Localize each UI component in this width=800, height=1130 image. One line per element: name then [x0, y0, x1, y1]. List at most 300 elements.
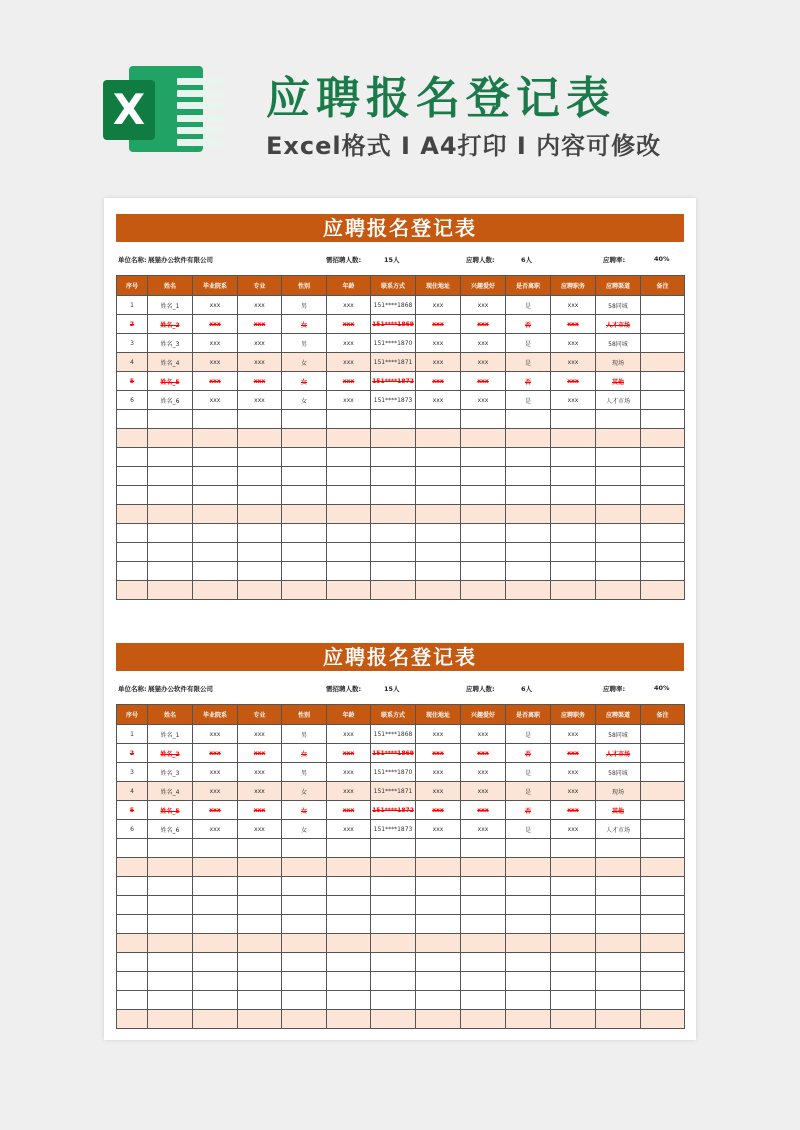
table-cell[interactable] — [551, 1010, 596, 1029]
table-cell[interactable] — [461, 581, 506, 600]
table-cell[interactable]: 女 — [282, 372, 327, 391]
table-cell[interactable] — [238, 581, 282, 600]
table-cell[interactable] — [371, 429, 416, 448]
table-cell[interactable]: xxx — [551, 820, 596, 839]
table-cell[interactable]: 姓名_4 — [148, 353, 193, 372]
table-cell[interactable] — [461, 410, 506, 429]
table-cell[interactable] — [641, 391, 685, 410]
table-cell[interactable] — [282, 543, 327, 562]
table-cell[interactable]: 否 — [506, 315, 551, 334]
table-cell[interactable] — [282, 896, 327, 915]
table-cell[interactable] — [596, 448, 641, 467]
table-cell[interactable] — [641, 820, 685, 839]
table-cell[interactable] — [193, 429, 238, 448]
table-cell[interactable]: xxx — [327, 725, 371, 744]
table-cell[interactable] — [596, 839, 641, 858]
table-cell[interactable] — [641, 353, 685, 372]
table-cell[interactable] — [148, 524, 193, 543]
table-cell[interactable] — [371, 486, 416, 505]
table-cell[interactable] — [596, 524, 641, 543]
table-cell[interactable] — [282, 991, 327, 1010]
table-cell[interactable]: 女 — [282, 744, 327, 763]
table-cell[interactable] — [416, 858, 461, 877]
table-cell[interactable] — [506, 858, 551, 877]
table-cell[interactable] — [117, 486, 148, 505]
table-cell[interactable] — [282, 448, 327, 467]
table-cell[interactable]: 女 — [282, 782, 327, 801]
table-cell[interactable] — [641, 334, 685, 353]
table-cell[interactable] — [416, 953, 461, 972]
table-cell[interactable] — [282, 505, 327, 524]
table-cell[interactable] — [416, 505, 461, 524]
table-cell[interactable] — [238, 486, 282, 505]
table-cell[interactable]: xxx — [461, 372, 506, 391]
table-cell[interactable]: 姓名_5 — [148, 372, 193, 391]
table-cell[interactable]: 是 — [506, 353, 551, 372]
table-cell[interactable] — [461, 896, 506, 915]
table-cell[interactable]: 姓名_6 — [148, 391, 193, 410]
table-cell[interactable] — [327, 1010, 371, 1029]
table-cell[interactable]: xxx — [551, 315, 596, 334]
table-cell[interactable] — [416, 410, 461, 429]
table-cell[interactable] — [238, 543, 282, 562]
table-cell[interactable] — [238, 524, 282, 543]
table-cell[interactable] — [117, 858, 148, 877]
table-cell[interactable]: xxx — [238, 391, 282, 410]
table-cell[interactable]: xxx — [461, 801, 506, 820]
table-cell[interactable] — [416, 448, 461, 467]
table-cell[interactable] — [461, 1010, 506, 1029]
table-cell[interactable]: 151****1870 — [371, 763, 416, 782]
table-cell[interactable] — [371, 467, 416, 486]
table-cell[interactable]: xxx — [327, 801, 371, 820]
table-cell[interactable]: xxx — [193, 820, 238, 839]
table-cell[interactable] — [641, 877, 685, 896]
table-cell[interactable]: 3 — [117, 334, 148, 353]
table-cell[interactable] — [148, 934, 193, 953]
table-cell[interactable] — [596, 410, 641, 429]
table-cell[interactable]: 女 — [282, 315, 327, 334]
table-cell[interactable] — [641, 991, 685, 1010]
table-cell[interactable]: xxx — [193, 763, 238, 782]
table-cell[interactable] — [327, 410, 371, 429]
table-cell[interactable] — [238, 1010, 282, 1029]
table-cell[interactable]: xxx — [551, 353, 596, 372]
table-cell[interactable] — [193, 410, 238, 429]
table-cell[interactable]: xxx — [327, 782, 371, 801]
table-cell[interactable]: 姓名_3 — [148, 763, 193, 782]
table-cell[interactable] — [371, 991, 416, 1010]
table-cell[interactable] — [641, 934, 685, 953]
table-cell[interactable]: xxx — [193, 725, 238, 744]
table-cell[interactable]: 是 — [506, 296, 551, 315]
table-cell[interactable]: xxx — [327, 296, 371, 315]
table-cell[interactable] — [461, 543, 506, 562]
table-cell[interactable]: 否 — [506, 372, 551, 391]
table-cell[interactable] — [596, 429, 641, 448]
table-cell[interactable] — [238, 915, 282, 934]
table-cell[interactable]: xxx — [327, 372, 371, 391]
table-cell[interactable] — [506, 410, 551, 429]
table-cell[interactable] — [117, 429, 148, 448]
table-cell[interactable]: 151****1873 — [371, 820, 416, 839]
table-cell[interactable]: 是 — [506, 334, 551, 353]
table-cell[interactable]: 151****1868 — [371, 725, 416, 744]
table-cell[interactable] — [148, 581, 193, 600]
table-cell[interactable]: 2 — [117, 315, 148, 334]
table-cell[interactable] — [327, 896, 371, 915]
table-cell[interactable]: xxx — [551, 296, 596, 315]
table-cell[interactable] — [282, 915, 327, 934]
table-cell[interactable] — [551, 915, 596, 934]
table-cell[interactable]: xxx — [193, 296, 238, 315]
table-cell[interactable] — [551, 448, 596, 467]
table-cell[interactable] — [506, 524, 551, 543]
table-cell[interactable] — [238, 991, 282, 1010]
table-cell[interactable] — [596, 991, 641, 1010]
table-cell[interactable] — [148, 1010, 193, 1029]
table-cell[interactable]: 男 — [282, 334, 327, 353]
table-cell[interactable] — [193, 953, 238, 972]
table-cell[interactable]: xxx — [461, 334, 506, 353]
table-cell[interactable] — [282, 429, 327, 448]
table-cell[interactable] — [461, 505, 506, 524]
table-cell[interactable] — [327, 915, 371, 934]
table-cell[interactable]: xxx — [416, 315, 461, 334]
table-cell[interactable]: xxx — [551, 801, 596, 820]
table-cell[interactable] — [238, 934, 282, 953]
table-cell[interactable] — [461, 953, 506, 972]
table-cell[interactable] — [148, 896, 193, 915]
table-cell[interactable]: 姓名_1 — [148, 725, 193, 744]
table-cell[interactable] — [327, 839, 371, 858]
table-cell[interactable] — [117, 467, 148, 486]
table-cell[interactable] — [371, 877, 416, 896]
table-cell[interactable] — [551, 839, 596, 858]
table-cell[interactable] — [416, 896, 461, 915]
table-cell[interactable] — [506, 953, 551, 972]
table-cell[interactable] — [551, 562, 596, 581]
table-cell[interactable] — [193, 839, 238, 858]
table-cell[interactable]: xxx — [327, 763, 371, 782]
table-cell[interactable]: 6 — [117, 391, 148, 410]
table-cell[interactable] — [641, 763, 685, 782]
table-cell[interactable] — [551, 858, 596, 877]
table-cell[interactable]: 其他 — [596, 801, 641, 820]
table-cell[interactable] — [327, 467, 371, 486]
table-cell[interactable] — [596, 543, 641, 562]
table-cell[interactable] — [117, 505, 148, 524]
table-cell[interactable] — [641, 915, 685, 934]
table-cell[interactable] — [416, 877, 461, 896]
table-cell[interactable] — [596, 581, 641, 600]
table-cell[interactable] — [641, 801, 685, 820]
table-cell[interactable]: 是 — [506, 391, 551, 410]
table-cell[interactable]: 是 — [506, 763, 551, 782]
table-cell[interactable] — [416, 524, 461, 543]
table-cell[interactable] — [416, 1010, 461, 1029]
table-cell[interactable] — [416, 486, 461, 505]
table-cell[interactable]: 现场 — [596, 353, 641, 372]
table-cell[interactable]: 女 — [282, 801, 327, 820]
table-cell[interactable]: 6 — [117, 820, 148, 839]
table-cell[interactable] — [506, 877, 551, 896]
table-cell[interactable]: 女 — [282, 353, 327, 372]
table-cell[interactable] — [551, 581, 596, 600]
table-cell[interactable]: xxx — [193, 372, 238, 391]
table-cell[interactable] — [506, 486, 551, 505]
table-cell[interactable]: 姓名_6 — [148, 820, 193, 839]
table-cell[interactable] — [148, 972, 193, 991]
table-cell[interactable] — [596, 505, 641, 524]
table-cell[interactable] — [371, 915, 416, 934]
table-cell[interactable] — [641, 467, 685, 486]
table-cell[interactable] — [371, 543, 416, 562]
table-cell[interactable] — [461, 524, 506, 543]
table-cell[interactable] — [371, 839, 416, 858]
table-cell[interactable] — [371, 562, 416, 581]
table-cell[interactable] — [461, 839, 506, 858]
table-cell[interactable]: xxx — [416, 782, 461, 801]
table-cell[interactable] — [641, 410, 685, 429]
table-cell[interactable]: xxx — [327, 315, 371, 334]
table-cell[interactable]: xxx — [327, 334, 371, 353]
table-cell[interactable]: 58同城 — [596, 334, 641, 353]
table-cell[interactable] — [641, 486, 685, 505]
table-cell[interactable] — [506, 581, 551, 600]
table-cell[interactable] — [238, 839, 282, 858]
table-cell[interactable] — [117, 877, 148, 896]
table-cell[interactable] — [327, 543, 371, 562]
table-cell[interactable] — [193, 467, 238, 486]
table-cell[interactable]: xxx — [327, 391, 371, 410]
table-cell[interactable] — [238, 877, 282, 896]
table-cell[interactable]: 男 — [282, 725, 327, 744]
table-cell[interactable] — [117, 543, 148, 562]
table-cell[interactable] — [551, 467, 596, 486]
table-cell[interactable] — [551, 505, 596, 524]
table-cell[interactable]: xxx — [238, 744, 282, 763]
table-cell[interactable] — [371, 896, 416, 915]
table-cell[interactable] — [461, 934, 506, 953]
table-cell[interactable] — [641, 744, 685, 763]
table-cell[interactable]: xxx — [461, 296, 506, 315]
table-cell[interactable]: xxx — [416, 763, 461, 782]
table-cell[interactable]: 是 — [506, 820, 551, 839]
table-cell[interactable] — [117, 934, 148, 953]
table-cell[interactable] — [148, 505, 193, 524]
table-cell[interactable]: 2 — [117, 744, 148, 763]
table-cell[interactable] — [506, 448, 551, 467]
table-cell[interactable]: xxx — [193, 315, 238, 334]
table-cell[interactable] — [551, 486, 596, 505]
table-cell[interactable] — [596, 467, 641, 486]
table-cell[interactable] — [238, 467, 282, 486]
table-cell[interactable]: 5 — [117, 801, 148, 820]
table-cell[interactable] — [551, 991, 596, 1010]
table-cell[interactable]: xxx — [551, 782, 596, 801]
table-cell[interactable] — [117, 915, 148, 934]
table-cell[interactable]: 151****1869 — [371, 744, 416, 763]
table-cell[interactable] — [506, 991, 551, 1010]
table-cell[interactable] — [461, 972, 506, 991]
table-cell[interactable]: xxx — [193, 782, 238, 801]
table-cell[interactable] — [416, 934, 461, 953]
table-cell[interactable]: xxx — [193, 334, 238, 353]
table-cell[interactable] — [641, 562, 685, 581]
table-cell[interactable]: 151****1870 — [371, 334, 416, 353]
table-cell[interactable] — [148, 839, 193, 858]
table-cell[interactable] — [371, 934, 416, 953]
table-cell[interactable] — [596, 953, 641, 972]
table-cell[interactable]: 58同城 — [596, 296, 641, 315]
table-cell[interactable] — [117, 410, 148, 429]
table-cell[interactable] — [148, 915, 193, 934]
table-cell[interactable] — [193, 915, 238, 934]
table-cell[interactable] — [117, 562, 148, 581]
table-cell[interactable] — [506, 467, 551, 486]
table-cell[interactable] — [282, 524, 327, 543]
table-cell[interactable] — [506, 543, 551, 562]
table-cell[interactable] — [193, 486, 238, 505]
table-cell[interactable] — [461, 486, 506, 505]
table-cell[interactable] — [641, 448, 685, 467]
table-cell[interactable]: xxx — [238, 820, 282, 839]
table-cell[interactable] — [148, 991, 193, 1010]
table-cell[interactable] — [641, 972, 685, 991]
table-cell[interactable] — [551, 543, 596, 562]
table-cell[interactable] — [327, 524, 371, 543]
table-cell[interactable]: xxx — [193, 353, 238, 372]
table-cell[interactable]: 5 — [117, 372, 148, 391]
table-cell[interactable]: 女 — [282, 391, 327, 410]
table-cell[interactable] — [282, 858, 327, 877]
table-cell[interactable]: 3 — [117, 763, 148, 782]
table-cell[interactable] — [461, 467, 506, 486]
table-cell[interactable] — [193, 562, 238, 581]
table-cell[interactable] — [327, 858, 371, 877]
table-cell[interactable] — [596, 1010, 641, 1029]
table-cell[interactable]: 4 — [117, 353, 148, 372]
table-cell[interactable]: 151****1868 — [371, 296, 416, 315]
table-cell[interactable] — [327, 505, 371, 524]
table-cell[interactable]: xxx — [416, 391, 461, 410]
table-cell[interactable]: xxx — [551, 744, 596, 763]
table-cell[interactable] — [506, 972, 551, 991]
table-cell[interactable] — [238, 858, 282, 877]
table-cell[interactable] — [371, 1010, 416, 1029]
table-cell[interactable]: xxx — [327, 353, 371, 372]
table-cell[interactable] — [371, 953, 416, 972]
table-cell[interactable]: xxx — [238, 353, 282, 372]
table-cell[interactable] — [193, 1010, 238, 1029]
table-cell[interactable] — [117, 972, 148, 991]
table-cell[interactable]: 女 — [282, 820, 327, 839]
table-cell[interactable] — [416, 915, 461, 934]
table-cell[interactable]: 是 — [506, 782, 551, 801]
table-cell[interactable] — [641, 505, 685, 524]
table-cell[interactable] — [641, 543, 685, 562]
table-cell[interactable]: 男 — [282, 763, 327, 782]
table-cell[interactable] — [117, 839, 148, 858]
table-cell[interactable] — [596, 877, 641, 896]
table-cell[interactable]: xxx — [238, 372, 282, 391]
table-cell[interactable] — [193, 972, 238, 991]
table-cell[interactable]: xxx — [461, 725, 506, 744]
table-cell[interactable]: xxx — [238, 725, 282, 744]
table-cell[interactable]: xxx — [327, 820, 371, 839]
table-cell[interactable] — [193, 877, 238, 896]
table-cell[interactable]: xxx — [416, 372, 461, 391]
table-cell[interactable]: 人才市场 — [596, 744, 641, 763]
table-cell[interactable] — [282, 934, 327, 953]
table-cell[interactable] — [327, 429, 371, 448]
table-cell[interactable]: 151****1872 — [371, 801, 416, 820]
table-cell[interactable]: 人才市场 — [596, 315, 641, 334]
table-cell[interactable] — [193, 858, 238, 877]
table-cell[interactable] — [596, 486, 641, 505]
table-cell[interactable]: 其他 — [596, 372, 641, 391]
table-cell[interactable] — [641, 953, 685, 972]
table-cell[interactable]: 姓名_3 — [148, 334, 193, 353]
table-cell[interactable] — [148, 953, 193, 972]
table-cell[interactable] — [282, 410, 327, 429]
table-cell[interactable]: 姓名_5 — [148, 801, 193, 820]
table-cell[interactable] — [282, 562, 327, 581]
table-cell[interactable] — [596, 915, 641, 934]
table-cell[interactable]: xxx — [416, 744, 461, 763]
table-cell[interactable] — [506, 505, 551, 524]
table-cell[interactable] — [117, 1010, 148, 1029]
table-cell[interactable]: xxx — [461, 315, 506, 334]
table-cell[interactable] — [193, 581, 238, 600]
table-cell[interactable] — [596, 972, 641, 991]
table-cell[interactable] — [461, 991, 506, 1010]
table-cell[interactable] — [371, 505, 416, 524]
table-cell[interactable] — [327, 934, 371, 953]
table-cell[interactable]: xxx — [461, 820, 506, 839]
table-cell[interactable] — [238, 429, 282, 448]
table-cell[interactable]: 1 — [117, 725, 148, 744]
table-cell[interactable] — [371, 448, 416, 467]
table-cell[interactable]: xxx — [416, 801, 461, 820]
table-cell[interactable]: 姓名_1 — [148, 296, 193, 315]
table-cell[interactable]: xxx — [238, 801, 282, 820]
table-cell[interactable] — [282, 581, 327, 600]
table-cell[interactable]: xxx — [461, 391, 506, 410]
table-cell[interactable]: xxx — [416, 296, 461, 315]
table-cell[interactable] — [641, 1010, 685, 1029]
table-cell[interactable] — [193, 934, 238, 953]
table-cell[interactable]: xxx — [551, 391, 596, 410]
table-cell[interactable]: 姓名_4 — [148, 782, 193, 801]
table-cell[interactable]: 151****1873 — [371, 391, 416, 410]
table-cell[interactable] — [238, 562, 282, 581]
table-cell[interactable] — [461, 858, 506, 877]
table-cell[interactable]: xxx — [551, 334, 596, 353]
table-cell[interactable] — [506, 1010, 551, 1029]
table-cell[interactable] — [461, 429, 506, 448]
table-cell[interactable] — [148, 543, 193, 562]
table-cell[interactable] — [461, 562, 506, 581]
table-cell[interactable] — [551, 429, 596, 448]
table-cell[interactable]: 4 — [117, 782, 148, 801]
table-cell[interactable] — [416, 467, 461, 486]
table-cell[interactable] — [193, 991, 238, 1010]
table-cell[interactable]: 151****1871 — [371, 782, 416, 801]
table-cell[interactable] — [327, 581, 371, 600]
table-cell[interactable] — [371, 581, 416, 600]
